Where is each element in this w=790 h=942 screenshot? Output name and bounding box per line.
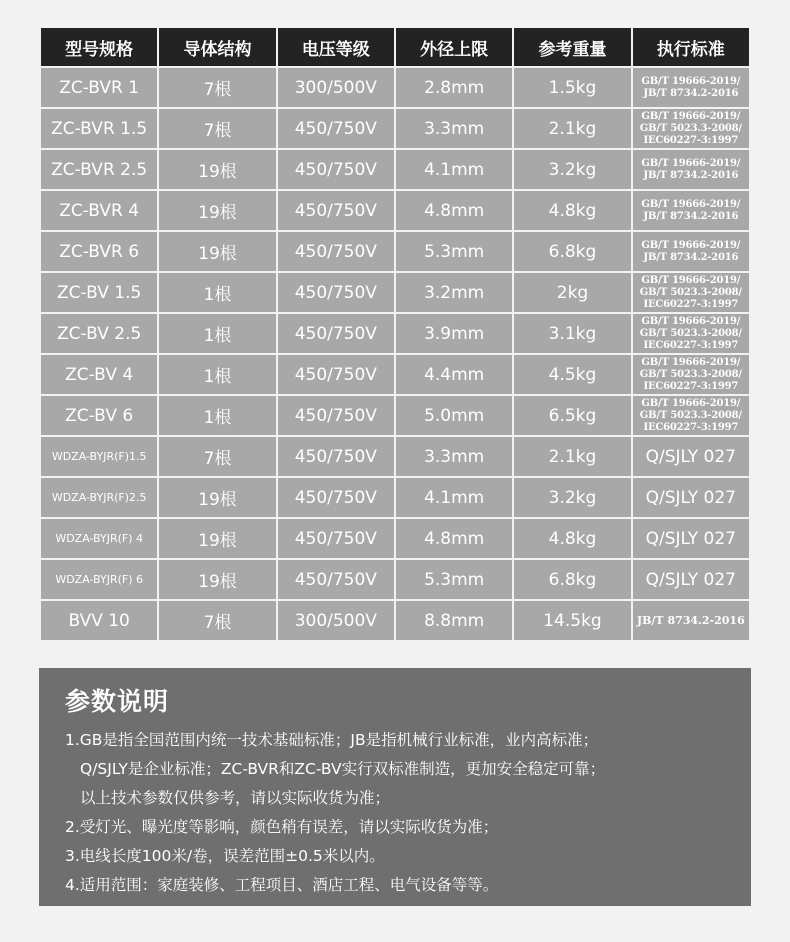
standard-line: JB/T 8734.2-2016 — [643, 169, 739, 181]
header-standard: 执行标准 — [633, 28, 749, 66]
header-diameter: 外径上限 — [396, 28, 512, 66]
standard-line: GB/T 19666-2019/ — [641, 397, 741, 409]
cell-conductor: 7根 — [159, 109, 275, 148]
table-row — [41, 560, 749, 599]
cell-voltage: 450/750V — [278, 232, 394, 271]
cell-conductor: 7根 — [159, 601, 275, 640]
table-row — [41, 150, 749, 189]
table-row — [41, 601, 749, 640]
table-row — [41, 355, 749, 394]
cell-diameter: 4.4mm — [396, 355, 512, 394]
cell-diameter: 8.8mm — [396, 601, 512, 640]
cell-voltage: 300/500V — [278, 68, 394, 107]
standard-line: GB/T 19666-2019/ — [641, 198, 741, 210]
cell-model: ZC-BV 1.5 — [41, 273, 157, 312]
cell-model: WDZA-BYJR(F)2.5 — [41, 478, 157, 517]
note-line: 2.受灯光、曝光度等影响，颜色稍有误差，请以实际收货为准； — [65, 818, 499, 836]
standard-line: GB/T 5023.3-2008/ — [639, 286, 742, 298]
cell-diameter: 5.3mm — [396, 232, 512, 271]
cell-voltage: 450/750V — [278, 519, 394, 558]
cell-voltage: 450/750V — [278, 314, 394, 353]
table-row — [41, 273, 749, 312]
cell-diameter: 3.3mm — [396, 109, 512, 148]
cell-voltage: 450/750V — [278, 191, 394, 230]
cell-model: ZC-BV 2.5 — [41, 314, 157, 353]
cell-weight: 3.2kg — [514, 478, 630, 517]
cell-diameter: 5.3mm — [396, 560, 512, 599]
standard-line: GB/T 19666-2019/ — [641, 356, 741, 368]
cell-model: ZC-BV 6 — [41, 396, 157, 435]
header-weight: 参考重量 — [514, 28, 630, 66]
cell-weight: 4.8kg — [514, 519, 630, 558]
cell-standard — [633, 355, 749, 394]
cell-model: ZC-BVR 6 — [41, 232, 157, 271]
cell-diameter: 3.3mm — [396, 437, 512, 476]
standard-line: JB/T 8734.2-2016 — [643, 251, 739, 263]
cell-standard — [633, 314, 749, 353]
cell-voltage: 450/750V — [278, 396, 394, 435]
cell-voltage: 450/750V — [278, 437, 394, 476]
cell-standard: Q/SJLY 027 — [633, 519, 749, 558]
cell-standard — [633, 191, 749, 230]
cell-conductor: 1根 — [159, 273, 275, 312]
cell-conductor: 1根 — [159, 314, 275, 353]
note-line: 1.GB是指全国范围内统一技术基础标准；JB是指机械行业标准，业内高标准； — [65, 731, 599, 749]
cell-model: ZC-BVR 2.5 — [41, 150, 157, 189]
table-row — [41, 191, 749, 230]
standard-line: IEC60227-3:1997 — [643, 298, 739, 310]
cell-diameter: 5.0mm — [396, 396, 512, 435]
cell-weight: 1.5kg — [514, 68, 630, 107]
standard-line: GB/T 5023.3-2008/ — [639, 122, 742, 134]
cell-model: WDZA-BYJR(F) 6 — [41, 560, 157, 599]
standard-line: GB/T 19666-2019/ — [641, 110, 741, 122]
cell-diameter: 4.8mm — [396, 519, 512, 558]
standard-line: JB/T 8734.2-2016 — [643, 87, 739, 99]
standard-line: GB/T 5023.3-2008/ — [639, 409, 742, 421]
notes-title: 参数说明 — [65, 687, 170, 716]
note-line: 以上技术参数仅供参考，请以实际收货为准； — [80, 789, 391, 807]
note-line: 3.电线长度100米/卷，误差范围±0.5米以内。 — [65, 847, 385, 865]
cell-weight: 2kg — [514, 273, 630, 312]
cell-voltage: 450/750V — [278, 478, 394, 517]
note-line: Q/SJLY是企业标准；ZC-BVR和ZC-BV实行双标准制造，更加安全稳定可靠； — [80, 760, 606, 778]
cell-standard: Q/SJLY 027 — [633, 560, 749, 599]
cell-model: WDZA-BYJR(F)1.5 — [41, 437, 157, 476]
header-conductor: 导体结构 — [159, 28, 275, 66]
standard-line: IEC60227-3:1997 — [643, 134, 739, 146]
cell-voltage: 450/750V — [278, 355, 394, 394]
notes-list — [65, 726, 725, 900]
table-header-row — [41, 28, 749, 66]
cell-weight: 6.8kg — [514, 232, 630, 271]
standard-line: GB/T 5023.3-2008/ — [639, 368, 742, 380]
standard-line: IEC60227-3:1997 — [643, 421, 739, 433]
standard-line: IEC60227-3:1997 — [643, 380, 739, 392]
table-row — [41, 478, 749, 517]
cell-weight: 14.5kg — [514, 601, 630, 640]
cell-model: ZC-BV 4 — [41, 355, 157, 394]
standard-line: GB/T 19666-2019/ — [641, 274, 741, 286]
cell-conductor: 1根 — [159, 355, 275, 394]
cell-voltage: 450/750V — [278, 109, 394, 148]
cell-standard — [633, 232, 749, 271]
cell-standard: Q/SJLY 027 — [633, 478, 749, 517]
cell-diameter: 4.1mm — [396, 150, 512, 189]
cell-conductor: 19根 — [159, 232, 275, 271]
table-row — [41, 232, 749, 271]
cell-conductor: 19根 — [159, 478, 275, 517]
cell-conductor: 1根 — [159, 396, 275, 435]
cell-conductor: 19根 — [159, 560, 275, 599]
table-row — [41, 68, 749, 107]
cell-diameter: 3.2mm — [396, 273, 512, 312]
cell-standard: JB/T 8734.2-2016 — [633, 601, 749, 640]
standard-line: GB/T 19666-2019/ — [641, 75, 741, 87]
cell-standard — [633, 68, 749, 107]
cell-conductor: 19根 — [159, 150, 275, 189]
cell-standard — [633, 273, 749, 312]
cell-weight: 3.2kg — [514, 150, 630, 189]
cell-weight: 2.1kg — [514, 109, 630, 148]
cell-voltage: 450/750V — [278, 273, 394, 312]
cell-weight: 2.1kg — [514, 437, 630, 476]
cell-voltage: 300/500V — [278, 601, 394, 640]
cell-conductor: 7根 — [159, 68, 275, 107]
header-voltage: 电压等级 — [278, 28, 394, 66]
cell-model: ZC-BVR 1 — [41, 68, 157, 107]
cell-conductor: 19根 — [159, 519, 275, 558]
cell-conductor: 7根 — [159, 437, 275, 476]
spec-table — [39, 26, 751, 642]
cell-weight: 6.8kg — [514, 560, 630, 599]
standard-line: IEC60227-3:1997 — [643, 339, 739, 351]
notes-panel — [39, 668, 751, 906]
standard-line: GB/T 5023.3-2008/ — [639, 327, 742, 339]
standard-line: GB/T 19666-2019/ — [641, 239, 741, 251]
cell-weight: 4.5kg — [514, 355, 630, 394]
cell-diameter: 2.8mm — [396, 68, 512, 107]
cell-voltage: 450/750V — [278, 560, 394, 599]
cell-weight: 4.8kg — [514, 191, 630, 230]
cell-voltage: 450/750V — [278, 150, 394, 189]
cell-standard: Q/SJLY 027 — [633, 437, 749, 476]
table-body — [41, 68, 749, 640]
cell-conductor: 19根 — [159, 191, 275, 230]
cell-model: WDZA-BYJR(F) 4 — [41, 519, 157, 558]
table-row — [41, 396, 749, 435]
cell-diameter: 4.1mm — [396, 478, 512, 517]
cell-standard — [633, 109, 749, 148]
cell-weight: 6.5kg — [514, 396, 630, 435]
cell-diameter: 4.8mm — [396, 191, 512, 230]
standard-line: JB/T 8734.2-2016 — [643, 210, 739, 222]
cell-model: ZC-BVR 4 — [41, 191, 157, 230]
table-row — [41, 519, 749, 558]
header-model: 型号规格 — [41, 28, 157, 66]
standard-line: GB/T 19666-2019/ — [641, 157, 741, 169]
cell-weight: 3.1kg — [514, 314, 630, 353]
cell-standard — [633, 396, 749, 435]
table-row — [41, 437, 749, 476]
cell-standard — [633, 150, 749, 189]
note-line: 4.适用范围：家庭装修、工程项目、酒店工程、电气设备等等。 — [65, 876, 499, 894]
cell-diameter: 3.9mm — [396, 314, 512, 353]
table-row — [41, 109, 749, 148]
table-row — [41, 314, 749, 353]
standard-line: GB/T 19666-2019/ — [641, 315, 741, 327]
cell-model: ZC-BVR 1.5 — [41, 109, 157, 148]
cell-model: BVV 10 — [41, 601, 157, 640]
